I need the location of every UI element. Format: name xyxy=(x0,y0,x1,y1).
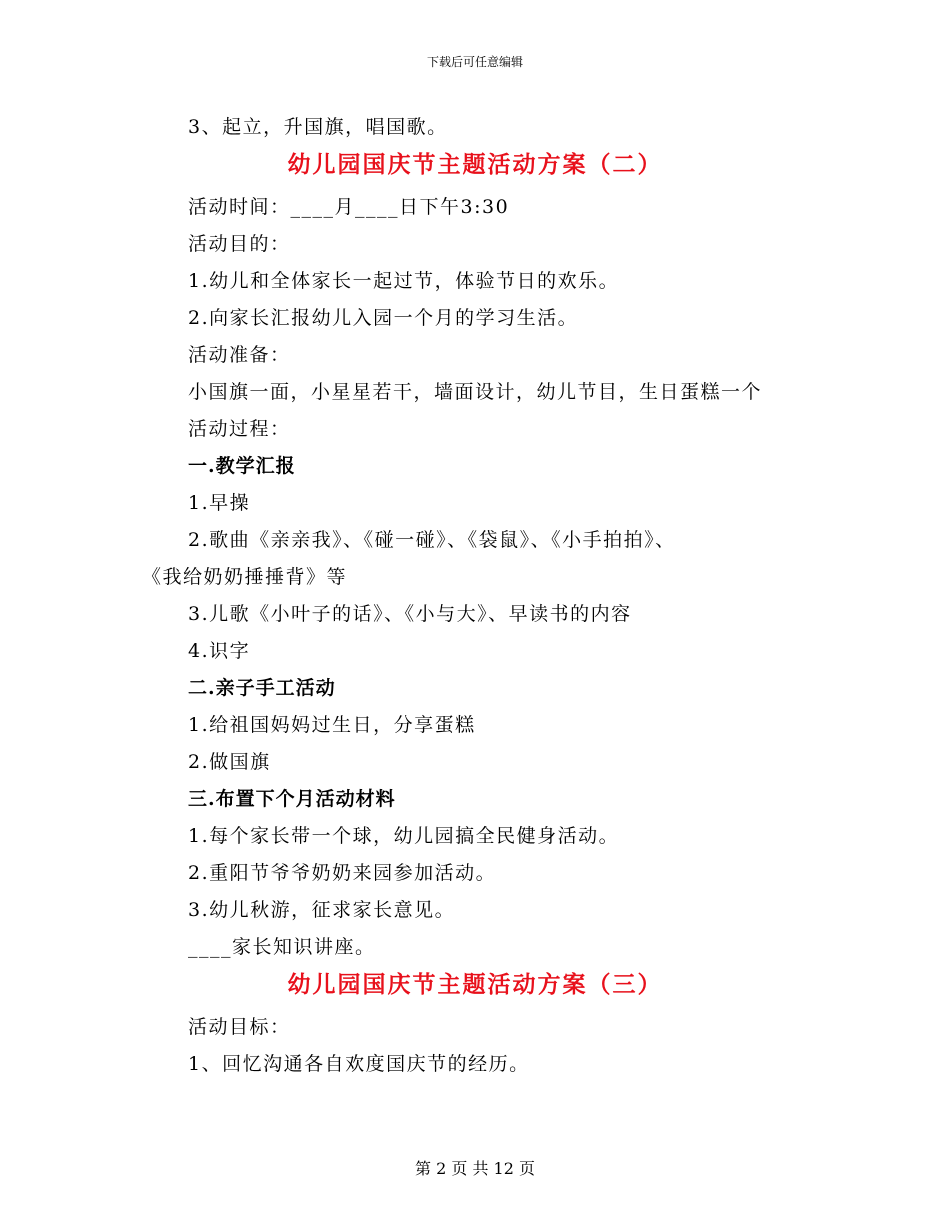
page-header-note: 下载后可任意编辑 xyxy=(426,55,523,69)
list-item: 2.重阳节爷爷奶奶来园参加活动。 xyxy=(188,862,497,884)
list-item: 2.做国旗 xyxy=(188,751,271,773)
list-item: 1、回忆沟通各自欢度国庆节的经历。 xyxy=(188,1053,530,1075)
list-item: 2.歌曲《亲亲我》、《碰一碰》、《袋鼠》、《小手拍拍》、 xyxy=(188,529,676,551)
list-item: 2.向家长汇报幼儿入园一个月的学习生活。 xyxy=(188,307,579,329)
section-title: 幼儿园国庆节主题活动方案（三） xyxy=(287,971,663,998)
list-item: 1.每个家长带一个球，幼儿园搞全民健身活动。 xyxy=(188,825,620,847)
list-item: 《我给奶奶捶捶背》等 xyxy=(142,566,348,588)
list-item: 3、起立，升国旗，唱国歌。 xyxy=(188,116,448,138)
section-title: 幼儿园国庆节主题活动方案（二） xyxy=(287,151,663,178)
list-item: 活动过程： xyxy=(188,418,291,440)
list-item: 3.儿歌《小叶子的话》、《小与大》、早读书的内容 xyxy=(188,603,632,625)
page-number: 第 2 页 共 12 页 xyxy=(415,1159,535,1178)
list-item: 1.给祖国妈妈过生日，分享蛋糕 xyxy=(188,714,476,736)
list-item: 活动目的： xyxy=(188,233,291,255)
list-item: 活动准备： xyxy=(188,344,291,366)
list-item: 活动目标： xyxy=(188,1016,291,1038)
subheading: 一.教学汇报 xyxy=(188,455,296,477)
list-item: 1.幼儿和全体家长一起过节，体验节日的欢乐。 xyxy=(188,270,620,292)
list-item: 1.早操 xyxy=(188,492,251,514)
list-item: 3.幼儿秋游，征求家长意见。 xyxy=(188,899,456,921)
list-item: 4.识字 xyxy=(188,640,251,662)
list-item: 小国旗一面，小星星若干，墙面设计，幼儿节目，生日蛋糕一个 xyxy=(188,381,763,403)
subheading: 二.亲子手工活动 xyxy=(188,677,336,699)
list-item: 活动时间：____月____日下午3:30 xyxy=(188,196,510,218)
list-item: ____家长知识讲座。 xyxy=(188,936,376,958)
subheading: 三.布置下个月活动材料 xyxy=(188,788,396,810)
